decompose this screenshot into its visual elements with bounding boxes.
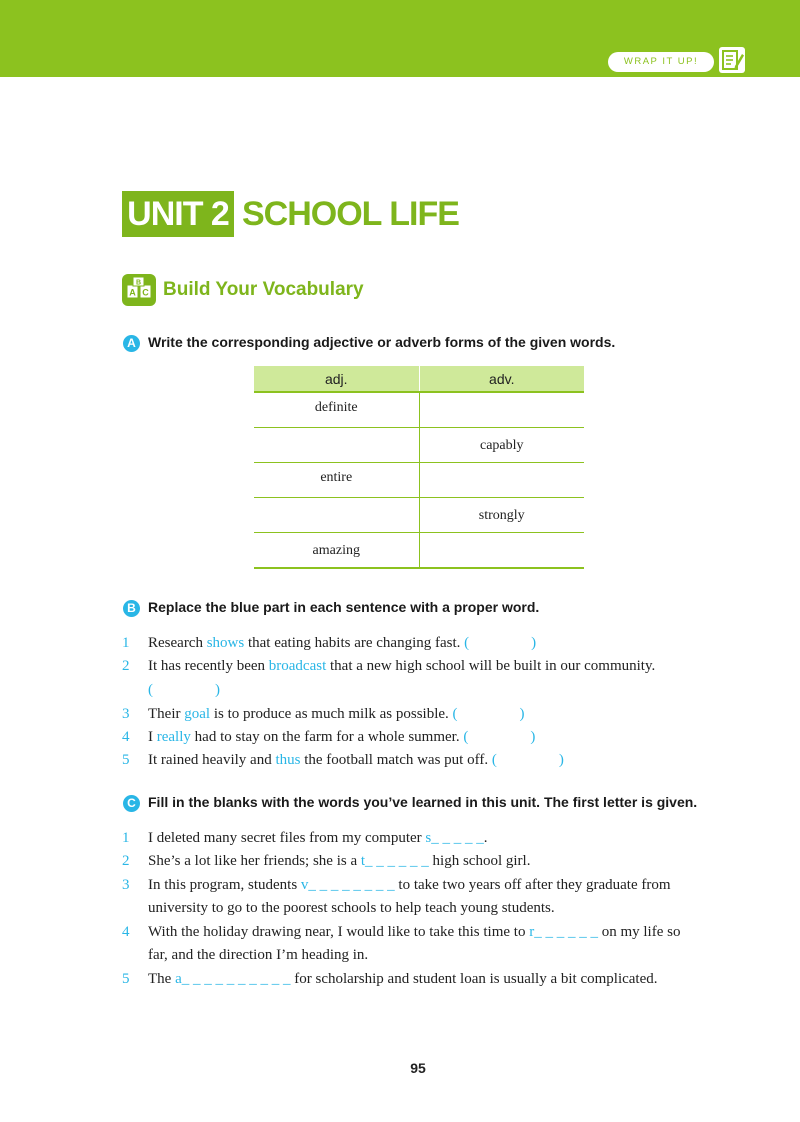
exercise-c-letter: C [123, 795, 140, 812]
table-row [254, 463, 584, 498]
exercise-b-instruction: Replace the blue part in each sentence with a proper word. [148, 599, 540, 615]
exercise-a-letter: A [123, 335, 140, 352]
table-row [254, 392, 584, 428]
table-row [254, 498, 584, 533]
answer-cell[interactable] [419, 533, 584, 569]
sentence: She’s a lot like her friends; she is a t_ _ _ _ _ _ high school girl. [148, 853, 531, 869]
sentence: In this program, students v_ _ _ _ _ _ _ _ to take two years off after they graduate from [148, 877, 671, 893]
blue-word: broadcast [268, 658, 327, 674]
letter-blank[interactable]: t_ _ _ _ _ _ [360, 853, 429, 869]
page-number: 95 [410, 1060, 426, 1076]
item-number: 2 [122, 658, 130, 674]
sentence: It has recently been broadcast that a new high school will be built in our community. [148, 658, 656, 674]
sentence: With the holiday drawing near, I would like to take this time to r_ _ _ _ _ _ on my life so [148, 924, 681, 940]
unit-title: SCHOOL LIFE [242, 195, 459, 233]
sentence: Their goal is to produce as much milk as possible. ( ) [148, 706, 525, 722]
svg-text:B: B [135, 279, 142, 287]
table-cell: capably [419, 428, 584, 463]
exercise-b-letter: B [123, 600, 140, 617]
item-number: 2 [122, 853, 130, 869]
sentence-continuation: far, and the direction I’m heading in. [148, 947, 369, 963]
answer-cell[interactable] [254, 498, 419, 533]
answer-blank[interactable]: ( ) [452, 706, 525, 722]
item-number: 3 [122, 877, 130, 893]
letter-blank[interactable]: a_ _ _ _ _ _ _ _ _ _ [175, 971, 291, 987]
answer-blank[interactable]: ( ) [463, 729, 536, 745]
pencil-note-icon [718, 46, 746, 74]
sentence: I really had to stay on the farm for a whole summer. ( ) [148, 729, 536, 745]
table-cell: entire [254, 463, 419, 498]
blue-word: shows [206, 635, 245, 651]
svg-text:C: C [142, 287, 149, 298]
item-number: 1 [122, 830, 130, 846]
item-number: 1 [122, 635, 130, 651]
item-number: 5 [122, 971, 130, 987]
answer-blank[interactable]: ( ) [148, 682, 220, 698]
exercise-c-instruction: Fill in the blanks with the words you’ve learned in this unit. The first letter is given. [148, 794, 698, 810]
table-row [254, 428, 584, 463]
table-cell: strongly [419, 498, 584, 533]
wrap-it-up-badge: WRAP IT UP! [608, 52, 714, 72]
section-title: Build Your Vocabulary [163, 279, 364, 300]
letter-blank[interactable]: r_ _ _ _ _ _ [529, 924, 598, 940]
item-number: 4 [122, 924, 130, 940]
unit-number: UNIT 2 [122, 191, 234, 237]
sentence: It rained heavily and thus the football match was put off. ( ) [148, 752, 564, 768]
table-cell: definite [254, 392, 419, 428]
exercise-a-instruction: Write the corresponding adjective or adverb forms of the given words. [148, 334, 616, 350]
sentence: I deleted many secret files from my computer s_ _ _ _ _. [148, 830, 488, 846]
answer-cell[interactable] [419, 392, 584, 428]
item-number: 4 [122, 729, 130, 745]
column-header-adj: adj. [254, 366, 419, 392]
abc-blocks-icon [121, 273, 157, 307]
letter-blank[interactable]: s_ _ _ _ _ [425, 830, 484, 846]
sentence-continuation: university to go to the poorest schools to help teach young students. [148, 900, 555, 916]
answer-cell[interactable] [419, 463, 584, 498]
svg-text:A: A [129, 287, 136, 298]
column-header-adv: adv. [419, 366, 584, 392]
table-row [254, 533, 584, 569]
answer-cell[interactable] [254, 428, 419, 463]
letter-blank[interactable]: v_ _ _ _ _ _ _ _ [300, 877, 395, 893]
blue-word: thus [275, 752, 301, 768]
answer-blank[interactable]: ( ) [464, 635, 537, 651]
sentence: The a_ _ _ _ _ _ _ _ _ _ for scholarship and student loan is usually a bit complicated. [148, 971, 658, 987]
blue-word: goal [184, 706, 211, 722]
answer-blank[interactable]: ( ) [491, 752, 564, 768]
item-number: 5 [122, 752, 130, 768]
vocabulary-table [254, 366, 584, 569]
sentence: Research shows that eating habits are changing fast. ( ) [148, 635, 537, 651]
blue-word: really [156, 729, 191, 745]
table-cell: amazing [254, 533, 419, 569]
item-number: 3 [122, 706, 130, 722]
